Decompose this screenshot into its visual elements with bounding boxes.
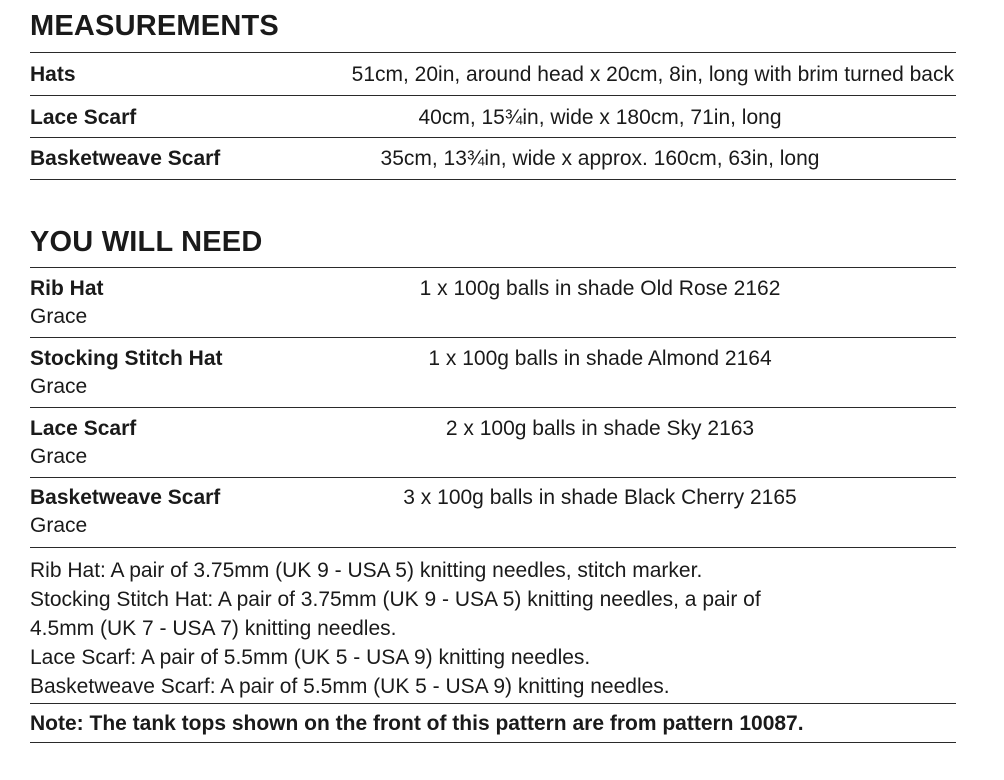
- need-label-lace-scarf: Lace Scarf: [30, 417, 137, 440]
- needles-line: 4.5mm (UK 7 - USA 7) knitting needles.: [30, 617, 397, 640]
- measurements-heading: MEASUREMENTS: [30, 10, 279, 42]
- measurement-label-lace-scarf: Lace Scarf: [30, 106, 137, 129]
- need-label-basketweave-scarf: Basketweave Scarf: [30, 486, 221, 509]
- needles-list: [30, 556, 956, 701]
- need-yarn-basketweave-scarf: Grace: [30, 514, 88, 537]
- divider: [30, 267, 956, 268]
- need-label-stocking-stitch-hat: Stocking Stitch Hat: [30, 347, 223, 370]
- needles-line: Basketweave Scarf: A pair of 5.5mm (UK 5 - USA 9) knitting needles.: [30, 675, 670, 698]
- divider: [30, 137, 956, 138]
- measurement-value-hats: 51cm, 20in, around head x 20cm, 8in, long with brim turned back: [351, 63, 954, 86]
- divider: [30, 337, 956, 338]
- measurement-label-basketweave-scarf: Basketweave Scarf: [30, 147, 221, 170]
- need-yarn-lace-scarf: Grace: [30, 445, 88, 468]
- measurement-value-basketweave-scarf: 35cm, 13¾in, wide x approx. 160cm, 63in, long: [380, 147, 820, 170]
- divider: [30, 95, 956, 96]
- divider: [30, 52, 956, 53]
- needles-line: Stocking Stitch Hat: A pair of 3.75mm (UK 9 - USA 5) knitting needles, a pair of: [30, 588, 761, 611]
- divider: [30, 407, 956, 408]
- needles-line: Lace Scarf: A pair of 5.5mm (UK 5 - USA 9) knitting needles.: [30, 646, 591, 669]
- need-label-rib-hat: Rib Hat: [30, 277, 104, 300]
- divider: [30, 179, 956, 180]
- need-value-stocking-stitch-hat: 1 x 100g balls in shade Almond 2164: [428, 347, 772, 370]
- need-value-lace-scarf: 2 x 100g balls in shade Sky 2163: [445, 417, 755, 440]
- need-value-rib-hat: 1 x 100g balls in shade Old Rose 2162: [419, 277, 781, 300]
- pattern-note: Note: The tank tops shown on the front of this pattern are from pattern 10087.: [30, 712, 804, 735]
- you-will-need-heading: YOU WILL NEED: [30, 226, 263, 258]
- need-yarn-stocking-stitch-hat: Grace: [30, 375, 88, 398]
- divider: [30, 742, 956, 743]
- divider: [30, 547, 956, 548]
- measurement-value-lace-scarf: 40cm, 15¾in, wide x 180cm, 71in, long: [418, 106, 782, 129]
- need-value-basketweave-scarf: 3 x 100g balls in shade Black Cherry 2165: [403, 486, 797, 509]
- divider: [30, 703, 956, 704]
- need-yarn-rib-hat: Grace: [30, 305, 88, 328]
- needles-line: Rib Hat: A pair of 3.75mm (UK 9 - USA 5) knitting needles, stitch marker.: [30, 559, 703, 582]
- divider: [30, 477, 956, 478]
- measurement-label-hats: Hats: [30, 63, 76, 86]
